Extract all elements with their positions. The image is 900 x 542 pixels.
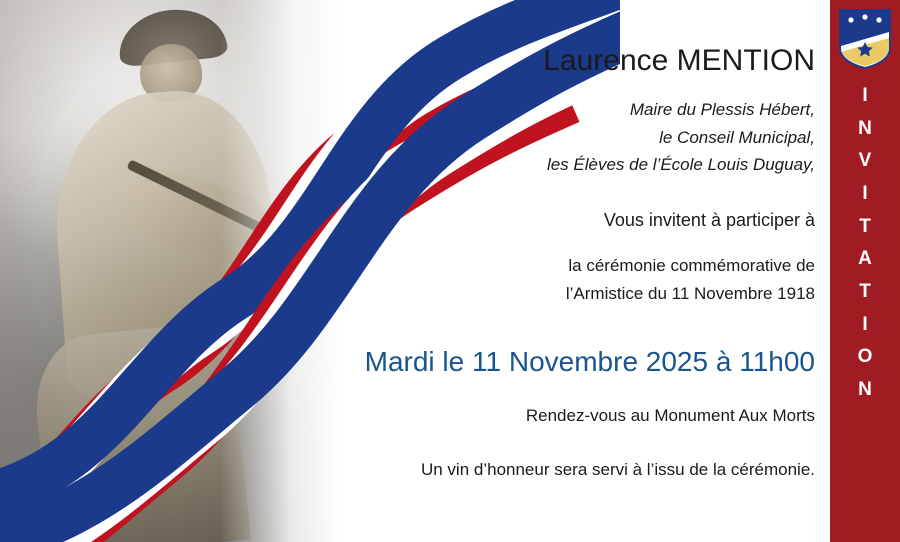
invitation-text: [364, 0, 820, 542]
ceremony-block: [566, 252, 815, 308]
invite-line: Vous invitent à participer à: [603, 210, 815, 230]
vertical-letter: A: [858, 248, 872, 270]
meeting-point: Rendez-vous au Monument Aux Morts: [525, 406, 815, 425]
vertical-letter: I: [862, 313, 868, 335]
vertical-letter: I: [862, 85, 868, 106]
ceremony-line: l’Armistice du 11 Novembre 1918: [565, 284, 815, 304]
coat-of-arms-icon: [838, 8, 892, 70]
side-band: [830, 0, 900, 542]
photo-fade: [220, 0, 340, 542]
vertical-letter: I: [862, 183, 868, 205]
vertical-letter: N: [858, 117, 872, 139]
vertical-letter: N: [858, 379, 872, 401]
mayor-name: Laurence MENTION: [543, 44, 815, 77]
vertical-letter: V: [858, 150, 872, 172]
soldier-photo: [0, 0, 340, 542]
ceremony-line: la cérémonie commémorative de: [568, 256, 815, 275]
event-date: Mardi le 11 Novembre 2025 à 11h00: [364, 346, 815, 377]
role-line: Maire du Plessis Hébert,: [629, 100, 815, 119]
role-line: les Élèves de l’École Louis Duguay,: [546, 155, 815, 175]
role-line: le Conseil Municipal,: [659, 127, 815, 147]
wine-note: Un vin d’honneur sera servi à l’issu de la cérémonie.: [420, 460, 815, 479]
roles-block: [547, 96, 815, 179]
vertical-letter: O: [857, 346, 873, 368]
vertical-invitation-word: [858, 80, 873, 407]
vertical-letter: T: [859, 215, 871, 237]
vertical-letter: T: [859, 281, 871, 303]
